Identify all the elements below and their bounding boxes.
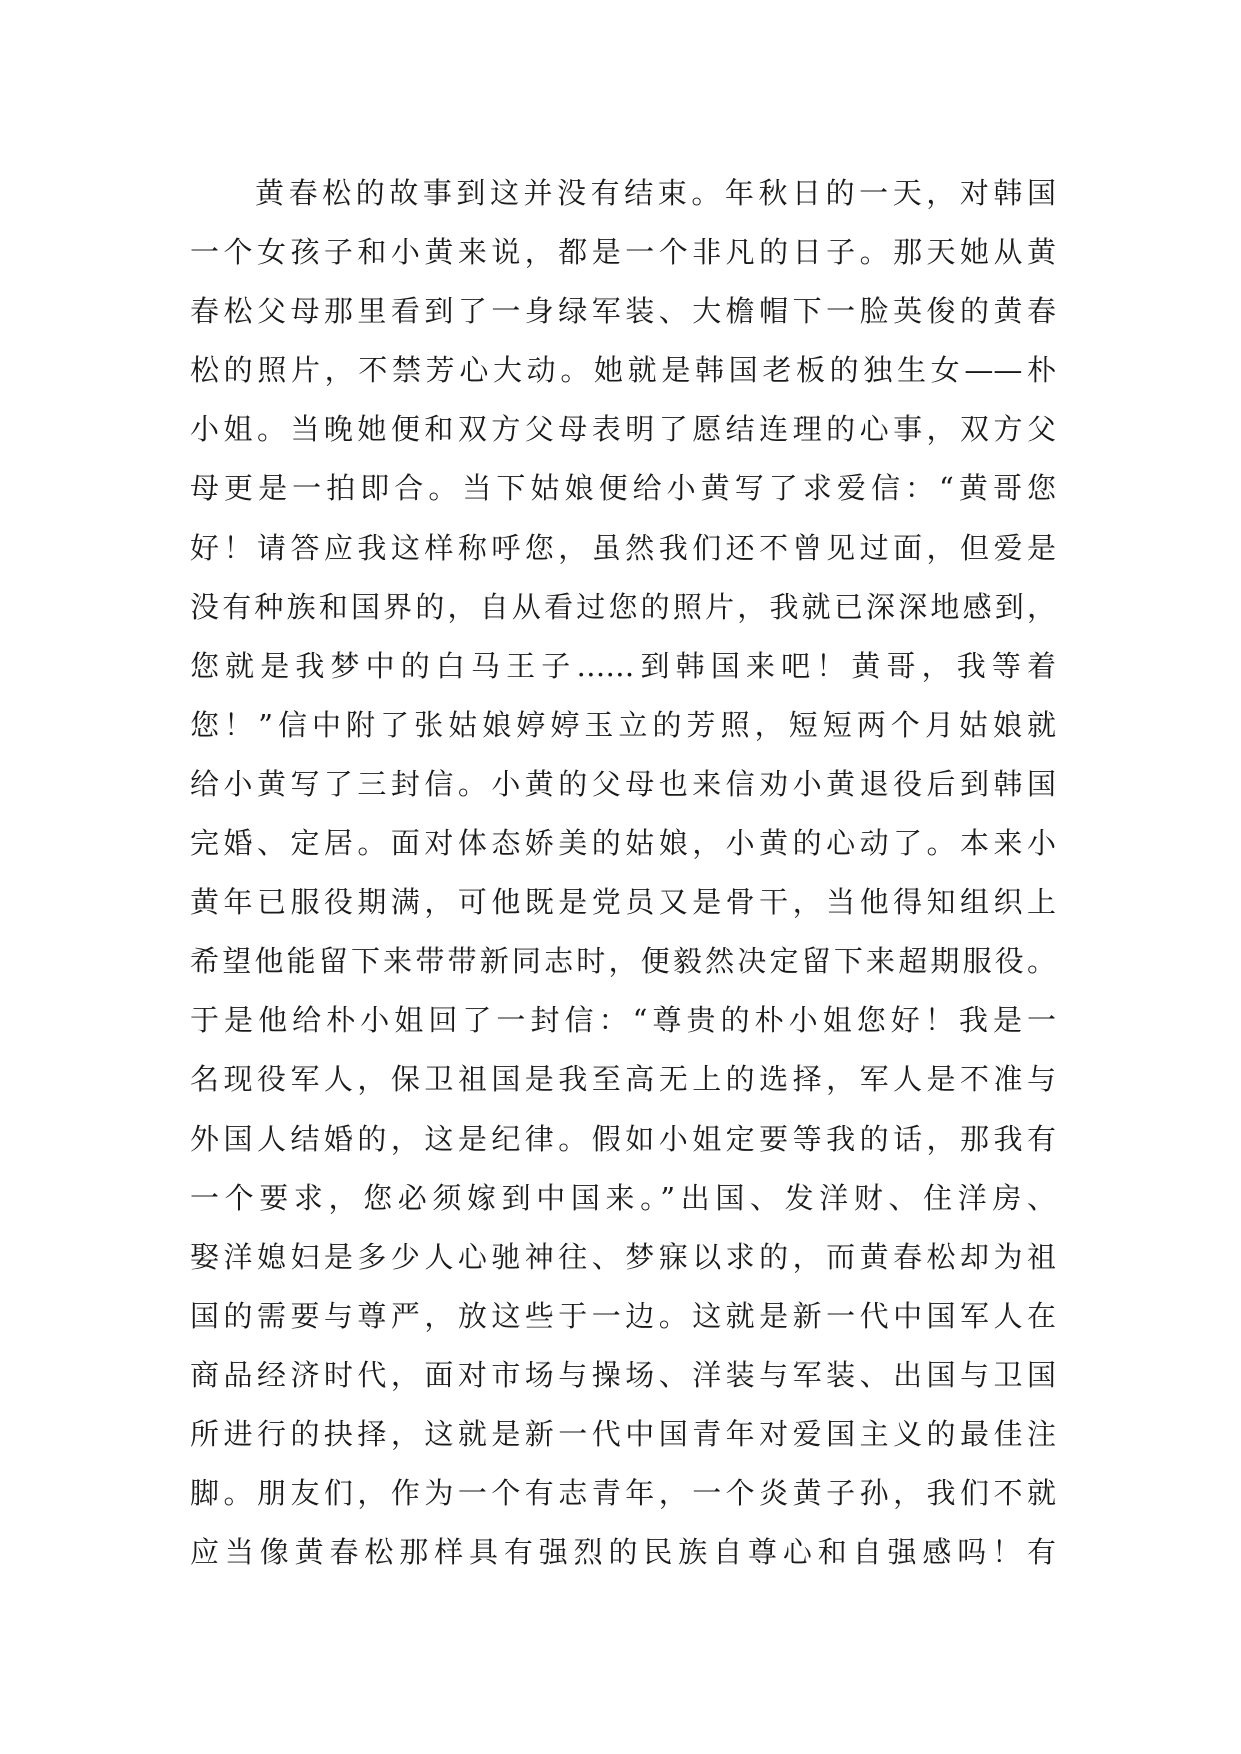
text-line: 您！”信中附了张姑娘婷婷玉立的芳照，短短两个月姑娘就 — [190, 707, 1056, 742]
text-line: 希望他能留下来带带新同志时，便毅然决定留下来超期服役。 — [190, 944, 1056, 979]
text-line: 娶洋媳妇是多少人心驰神往、梦寐以求的，而黄春松却为祖 — [190, 1239, 1056, 1274]
text-line: 没有种族和国界的，自从看过您的照片，我就已深深地感到， — [190, 589, 1056, 624]
text-line: 给小黄写了三封信。小黄的父母也来信劝小黄退役后到韩国 — [190, 766, 1056, 801]
text-line: 脚。朋友们，作为一个有志青年，一个炎黄子孙，我们不就 — [190, 1476, 1056, 1511]
text-line: 黄年已服役期满，可他既是党员又是骨干，当他得知组织上 — [190, 885, 1056, 920]
text-line: 名现役军人，保卫祖国是我至高无上的选择，军人是不准与 — [190, 1062, 1056, 1097]
text-line: 母更是一拍即合。当下姑娘便给小黄写了求爱信：“黄哥您 — [190, 471, 1056, 506]
text-line: 小姐。当晚她便和双方父母表明了愿结连理的心事，双方父 — [190, 412, 1056, 447]
text-line: 所进行的抉择，这就是新一代中国青年对爱国主义的最佳注 — [190, 1416, 1056, 1451]
body-paragraph — [190, 164, 1056, 1582]
text-line: 商品经济时代，面对市场与操场、洋装与军装、出国与卫国 — [190, 1357, 1056, 1392]
text-line: 一个女孩子和小黄来说，都是一个非凡的日子。那天她从黄 — [190, 235, 1056, 270]
text-line: 外国人结婚的，这是纪律。假如小姐定要等我的话，那我有 — [190, 1121, 1056, 1156]
text-line: 于是他给朴小姐回了一封信：“尊贵的朴小姐您好！我是一 — [190, 1003, 1056, 1038]
text-line: 完婚、定居。面对体态娇美的姑娘，小黄的心动了。本来小 — [190, 826, 1056, 861]
text-line: 春松父母那里看到了一身绿军装、大檐帽下一脸英俊的黄春 — [190, 294, 1056, 329]
text-line: 黄春松的故事到这并没有结束。年秋日的一天，对韩国 — [255, 176, 1056, 210]
text-line: 应当像黄春松那样具有强烈的民族自尊心和自强感吗！有 — [190, 1535, 1056, 1570]
text-line: 松的照片，不禁芳心大动。她就是韩国老板的独生女——朴 — [190, 353, 1056, 388]
text-line: 国的需要与尊严，放这些于一边。这就是新一代中国军人在 — [190, 1298, 1056, 1333]
text-line: 您就是我梦中的白马王子……到韩国来吧！黄哥，我等着 — [190, 648, 1056, 683]
text-line: 一个要求，您必须嫁到中国来。”出国、发洋财、住洋房、 — [190, 1180, 1056, 1215]
text-line: 好！请答应我这样称呼您，虽然我们还不曾见过面，但爱是 — [190, 530, 1056, 565]
